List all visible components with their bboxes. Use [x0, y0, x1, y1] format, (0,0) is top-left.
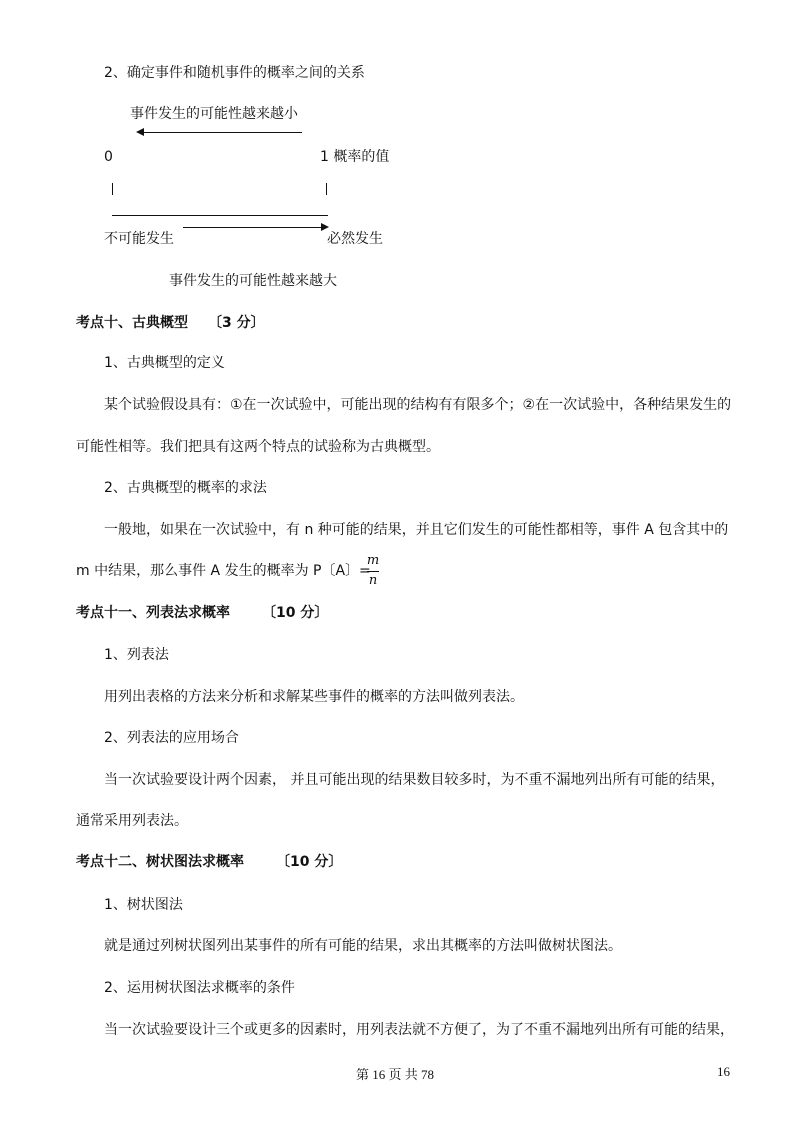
diagram-top-label: 事件发生的可能性越来越小: [130, 106, 298, 122]
section-12-sub1: 1、树状图法: [104, 897, 183, 913]
diagram-heading: 2、确定事件和随机事件的概率之间的关系: [104, 65, 365, 81]
diagram-bottom-label: 事件发生的可能性越来越大: [169, 273, 337, 289]
section-12-score: 〔10 分〕: [276, 854, 343, 870]
section-10-title: 考点十、古典概型: [76, 315, 188, 331]
section-11-sub2: 2、列表法的应用场合: [104, 730, 239, 746]
section-11-title: 考点十一、列表法求概率: [76, 605, 230, 621]
top-arrow-line: [142, 132, 302, 133]
bottom-arrow-line: [183, 227, 321, 228]
fraction-denominator: n: [368, 573, 378, 588]
section-12-title: 考点十二、树状图法求概率: [76, 854, 244, 870]
right-tick: [326, 183, 327, 195]
scale-line: [112, 215, 328, 216]
fraction-bar: [367, 571, 379, 572]
section-11-p1: 用列出表格的方法来分析和求解某些事件的概率的方法叫做列表法。: [104, 689, 524, 705]
left-label: 不可能发生: [104, 231, 174, 247]
section-12-p1: 就是通过列树状图列出某事件的所有可能的结果，求出其概率的方法叫做树状图法。: [104, 938, 622, 954]
footer-page-number: 16: [717, 1064, 730, 1079]
fraction-numerator: m: [366, 553, 380, 568]
left-tick: [112, 183, 113, 195]
one-label: 1 概率的值: [320, 149, 390, 165]
zero-label: 0: [104, 149, 113, 165]
section-10-sub1: 1、古典概型的定义: [104, 355, 225, 371]
section-10-p1-line2: 可能性相等。我们把具有这两个特点的试验称为古典概型。: [76, 439, 440, 455]
section-11-sub1: 1、列表法: [104, 647, 169, 663]
right-label: 必然发生: [327, 231, 383, 247]
section-12-sub2: 2、运用树状图法求概率的条件: [104, 980, 295, 996]
section-10-p2-line2: m 中结果，那么事件 A 发生的概率为 P〔A〕=: [76, 563, 371, 579]
section-10-p1-line1: 某个试验假设具有：①在一次试验中，可能出现的结构有有限多个；②在一次试验中，各种结果发生的: [104, 397, 732, 413]
section-11-p2-line1: 当一次试验要设计两个因素， 并且可能出现的结果数目较多时，为不重不漏地列出所有可能的结果，: [104, 772, 725, 788]
section-10-score: 〔3 分〕: [208, 315, 265, 331]
section-11-score: 〔10 分〕: [262, 605, 329, 621]
section-11-p2-line2: 通常采用列表法。: [76, 813, 188, 829]
section-10-p2-line1: 一般地，如果在一次试验中，有 n 种可能的结果，并且它们发生的可能性都相等，事件 A 包含其中的: [104, 522, 729, 538]
section-12-p2-line1: 当一次试验要设计三个或更多的因素时，用列表法就不方便了，为了不重不漏地列出所有可能的结果，: [104, 1022, 734, 1038]
footer-page-info: 第 16 页 共 78: [356, 1067, 435, 1082]
section-10-sub2: 2、古典概型的概率的求法: [104, 480, 267, 496]
